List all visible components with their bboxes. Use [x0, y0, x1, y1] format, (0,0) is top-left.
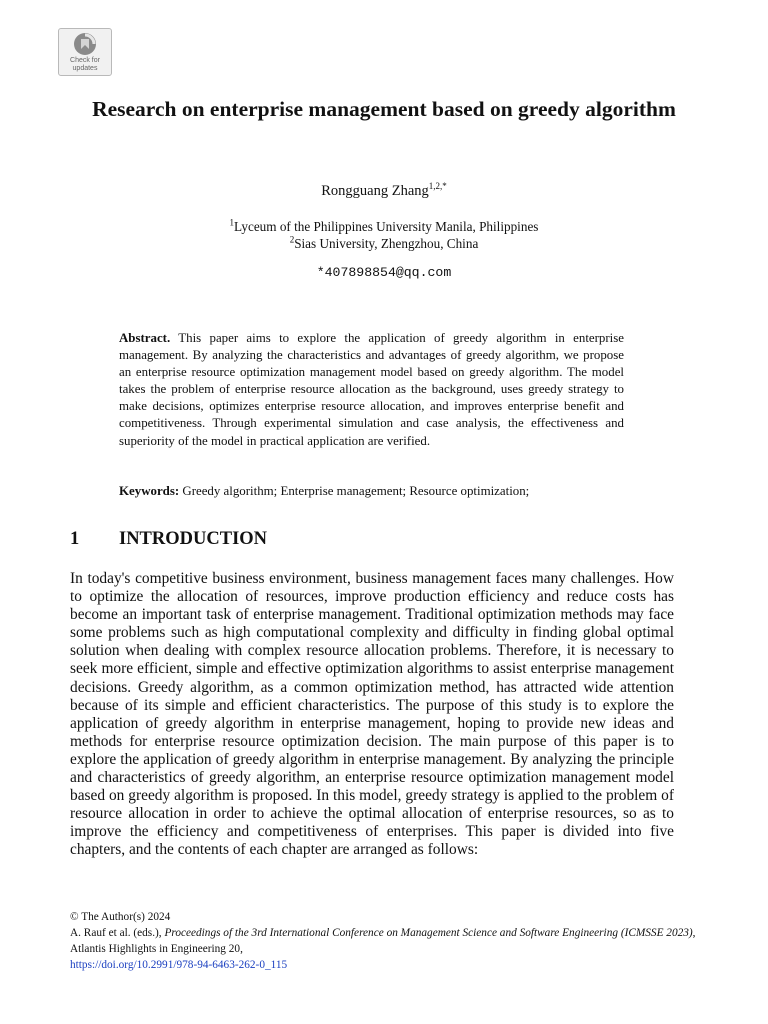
affiliation-2-text: Sias University, Zhengzhou, China	[294, 236, 479, 251]
abstract-text: This paper aims to explore the application of greedy algorithm in enterprise management. By analyzing the characteristics and advantages of greedy algorithm, we propose an enterprise resource optimization management model based on greedy algorithm. The model takes the problem of enterprise resource allocation as the background, uses greedy strategy to make decisions, optimizes enterprise resource allocation, and improves enterprise benefit and competitiveness. Through experimental simulation and case analysis, the effectiveness and superiority of the model in practical application are verified.	[119, 331, 624, 448]
check-for-updates-icon	[71, 32, 99, 56]
badge-label	[59, 57, 111, 73]
badge-line-2: updates	[72, 65, 98, 72]
badge-line-1: Check for	[70, 57, 100, 64]
copyright: © The Author(s) 2024	[70, 911, 171, 923]
affiliation-1-sup: 1	[229, 217, 235, 228]
citation-proceedings: Proceedings of the 3rd International Conference on Management Science and Software Engineering (ICMSSE 2023)	[164, 927, 693, 939]
author-email[interactable]: *407898854@qq.com	[316, 265, 452, 280]
section-title: INTRODUCTION	[119, 529, 268, 549]
affiliation-2-sup: 2	[289, 234, 295, 245]
affiliation-1-text: Lyceum of the Philippines University Manila, Philippines	[234, 219, 539, 234]
citation	[70, 925, 710, 957]
section-number: 1	[70, 529, 80, 549]
citation-editors: A. Rauf et al. (eds.),	[70, 927, 162, 939]
keywords	[119, 483, 639, 500]
check-for-updates-badge[interactable]	[58, 28, 112, 76]
doi-link[interactable]: https://doi.org/10.2991/978-94-6463-262-0_115	[70, 959, 288, 971]
affiliation-1	[70, 218, 698, 235]
paper-title: Research on enterprise management based on greedy algorithm	[92, 97, 676, 121]
footer	[70, 909, 710, 973]
author-name: Rongguang Zhang	[321, 183, 429, 199]
author-line	[70, 183, 698, 200]
section-heading	[70, 529, 267, 550]
abstract-label: Abstract.	[119, 331, 171, 345]
keywords-label: Keywords:	[119, 484, 180, 498]
introduction-paragraph: In today's competitive business environment, business management faces many challenges. How to optimize the allocation of resources, improve production efficiency and reduce costs has become an important task of enterprise management. Traditional optimization methods may face some problems such as high computational complexity and difficulty in finding global optimal solution when dealing with complex resource allocation problems. Therefore, it is necessary to seek more efficient, simple and effective optimization algorithms to assist enterprise management decisions. Greedy algorithm, as a common optimization method, has attracted wide attention because of its simple and efficient characteristics. The purpose of this study is to explore the application of greedy algorithm in enterprise management, hoping to provide new ideas and methods for enterprise resource optimization decision. The main purpose of this paper is to explore the application of greedy algorithm in enterprise management. By analyzing the principle and characteristics of greedy algorithm, an enterprise resource optimization management model based on greedy algorithm is proposed. In this model, greedy strategy is applied to the problem of resource allocation in order to achieve the optimal allocation of enterprise resources, so as to improve the efficiency and competitiveness of enterprises. This paper is divided into five chapters, and the contents of each chapter are arranged as follows:	[70, 570, 674, 859]
affiliations	[70, 218, 698, 252]
author-superscript: 1,2,*	[428, 181, 447, 192]
affiliation-2	[70, 235, 698, 252]
citation-series: , Atlantis Highlights in Engineering 20,	[70, 927, 696, 955]
keywords-text: Greedy algorithm; Enterprise management; Resource optimization;	[182, 484, 530, 498]
abstract	[119, 330, 624, 450]
